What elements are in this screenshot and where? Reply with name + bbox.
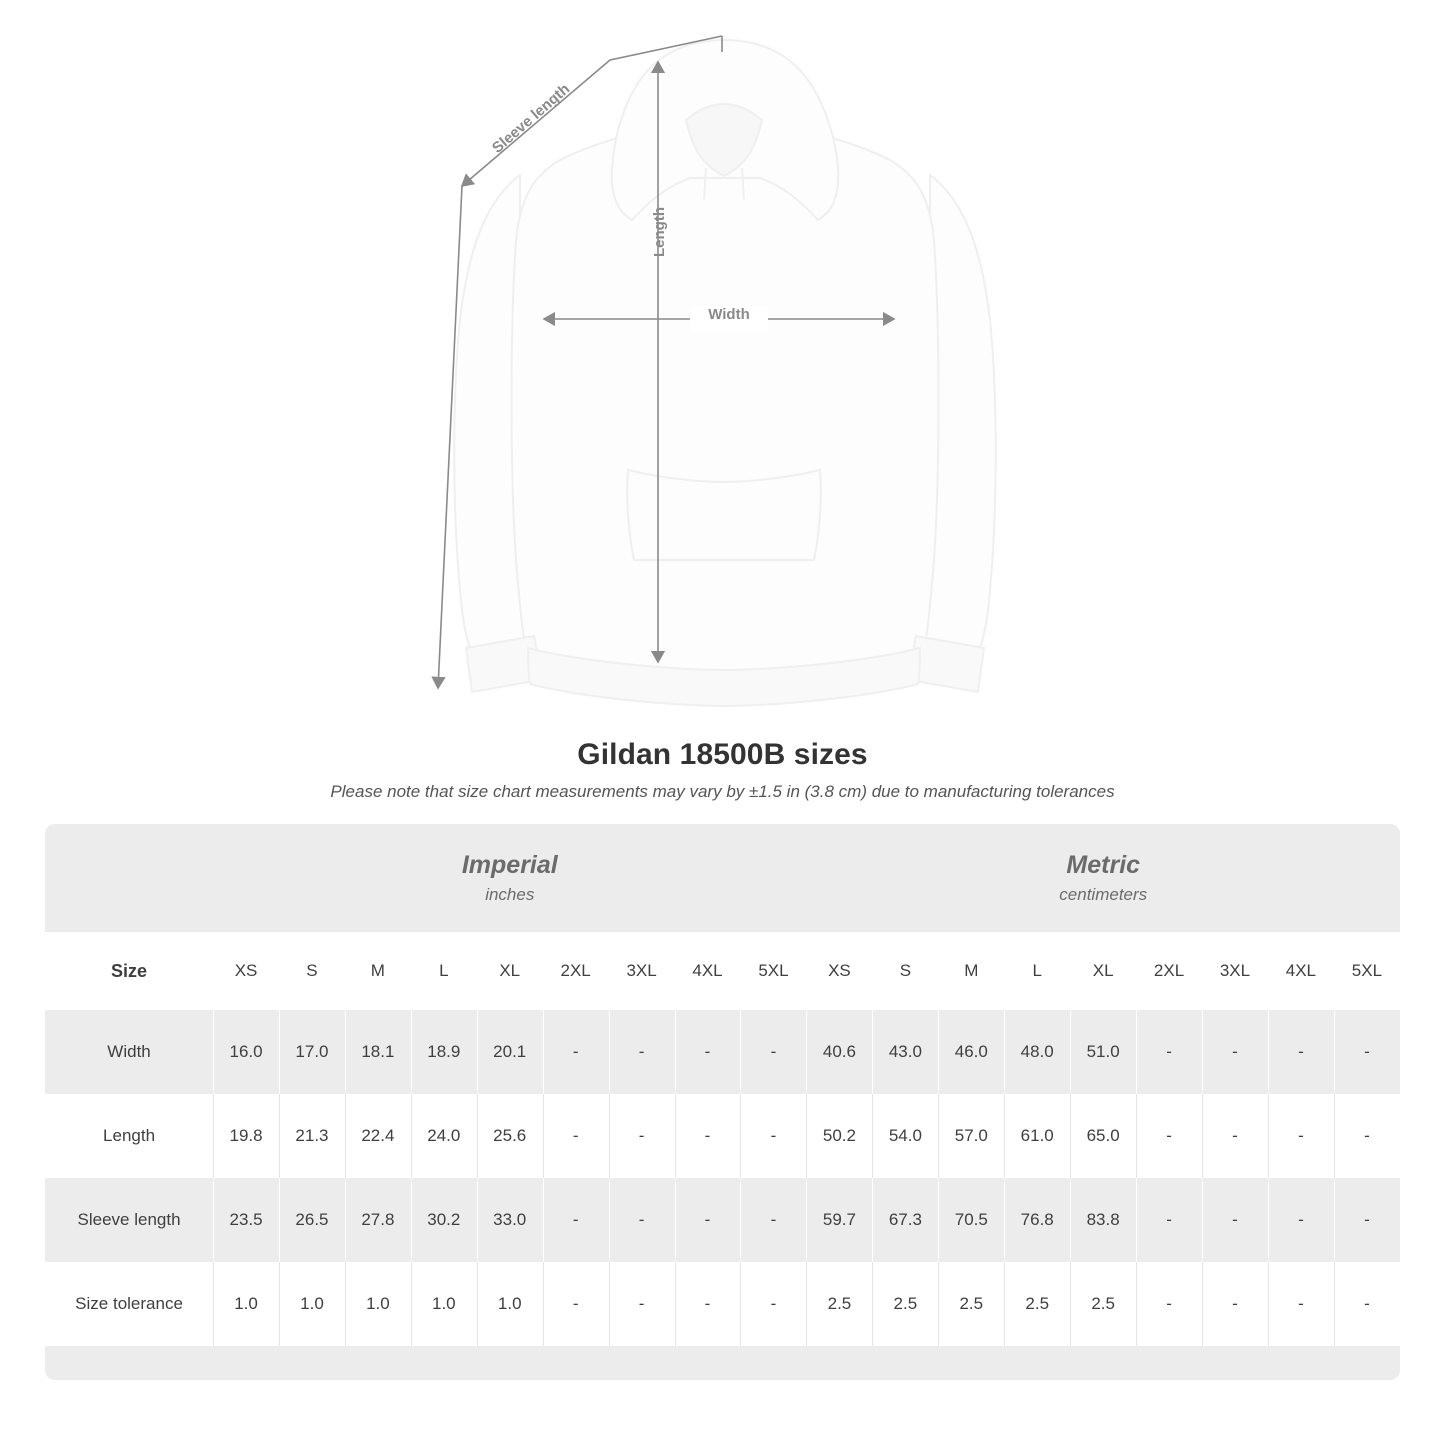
cell-length-14: -	[1136, 1094, 1202, 1178]
cell-sleeve-16: -	[1268, 1178, 1334, 1262]
size-table	[45, 824, 1400, 1380]
cell-length-16: -	[1268, 1094, 1334, 1178]
cell-tolerance-15: -	[1202, 1262, 1268, 1346]
cell-width-7: -	[675, 1010, 741, 1094]
cell-length-11: 57.0	[938, 1094, 1004, 1178]
col-header-7: 4XL	[675, 932, 741, 1010]
cell-sleeve-0: 23.5	[213, 1178, 279, 1262]
cell-sleeve-5: -	[543, 1178, 609, 1262]
unit-metric-sub: centimeters	[1059, 885, 1148, 905]
cell-sleeve-13: 83.8	[1070, 1178, 1136, 1262]
cell-tolerance-13: 2.5	[1070, 1262, 1136, 1346]
cell-tolerance-17: -	[1334, 1262, 1400, 1346]
cell-sleeve-12: 76.8	[1004, 1178, 1070, 1262]
cell-length-4: 25.6	[477, 1094, 543, 1178]
cell-tolerance-9: 2.5	[806, 1262, 872, 1346]
col-header-11: M	[938, 932, 1004, 1010]
cell-width-0: 16.0	[213, 1010, 279, 1094]
unit-group-metric	[806, 824, 1400, 932]
col-header-17: 5XL	[1334, 932, 1400, 1010]
sleeve-length-label: Sleeve length	[488, 80, 574, 157]
cell-tolerance-3: 1.0	[411, 1262, 477, 1346]
cell-width-9: 40.6	[806, 1010, 872, 1094]
cell-length-9: 50.2	[806, 1094, 872, 1178]
cell-sleeve-9: 59.7	[806, 1178, 872, 1262]
col-header-3: L	[411, 932, 477, 1010]
cell-tolerance-8: -	[740, 1262, 806, 1346]
cell-tolerance-11: 2.5	[938, 1262, 1004, 1346]
col-header-14: 2XL	[1136, 932, 1202, 1010]
cell-sleeve-2: 27.8	[345, 1178, 411, 1262]
row-label-length: Length	[45, 1094, 213, 1178]
cell-tolerance-12: 2.5	[1004, 1262, 1070, 1346]
cell-length-7: -	[675, 1094, 741, 1178]
col-header-1: S	[279, 932, 345, 1010]
col-header-9: XS	[806, 932, 872, 1010]
cell-width-11: 46.0	[938, 1010, 1004, 1094]
row-label-sleeve-length: Sleeve length	[45, 1178, 213, 1262]
col-header-0: XS	[213, 932, 279, 1010]
cell-width-6: -	[609, 1010, 675, 1094]
cell-tolerance-10: 2.5	[872, 1262, 938, 1346]
cell-sleeve-11: 70.5	[938, 1178, 1004, 1262]
cell-sleeve-1: 26.5	[279, 1178, 345, 1262]
cell-length-10: 54.0	[872, 1094, 938, 1178]
table-row	[45, 1262, 1400, 1346]
cell-tolerance-6: -	[609, 1262, 675, 1346]
row-label-width: Width	[45, 1010, 213, 1094]
cell-width-3: 18.9	[411, 1010, 477, 1094]
col-header-16: 4XL	[1268, 932, 1334, 1010]
cell-length-1: 21.3	[279, 1094, 345, 1178]
cell-tolerance-7: -	[675, 1262, 741, 1346]
cell-sleeve-3: 30.2	[411, 1178, 477, 1262]
cell-sleeve-7: -	[675, 1178, 741, 1262]
col-header-10: S	[872, 932, 938, 1010]
cell-sleeve-15: -	[1202, 1178, 1268, 1262]
col-header-2: M	[345, 932, 411, 1010]
title-block	[0, 738, 1445, 802]
cell-sleeve-8: -	[740, 1178, 806, 1262]
cell-length-15: -	[1202, 1094, 1268, 1178]
cell-tolerance-1: 1.0	[279, 1262, 345, 1346]
cell-length-13: 65.0	[1070, 1094, 1136, 1178]
col-header-8: 5XL	[740, 932, 806, 1010]
length-label: Length	[651, 207, 668, 257]
cell-width-1: 17.0	[279, 1010, 345, 1094]
unit-header-row	[45, 824, 1400, 932]
cell-sleeve-14: -	[1136, 1178, 1202, 1262]
table-row	[45, 1010, 1400, 1094]
cell-tolerance-16: -	[1268, 1262, 1334, 1346]
col-header-6: 3XL	[609, 932, 675, 1010]
col-header-15: 3XL	[1202, 932, 1268, 1010]
cell-width-2: 18.1	[345, 1010, 411, 1094]
cell-length-5: -	[543, 1094, 609, 1178]
cell-length-6: -	[609, 1094, 675, 1178]
cell-length-12: 61.0	[1004, 1094, 1070, 1178]
cell-length-8: -	[740, 1094, 806, 1178]
footer-cell-right	[1334, 1346, 1400, 1380]
col-header-4: XL	[477, 932, 543, 1010]
cell-sleeve-4: 33.0	[477, 1178, 543, 1262]
footer-cell-mid	[213, 1346, 1334, 1380]
table-row	[45, 1094, 1400, 1178]
size-header-row	[45, 932, 1400, 1010]
unit-imperial-name: Imperial	[461, 850, 558, 879]
cell-sleeve-6: -	[609, 1178, 675, 1262]
cell-sleeve-10: 67.3	[872, 1178, 938, 1262]
cell-tolerance-4: 1.0	[477, 1262, 543, 1346]
width-label: Width	[708, 305, 750, 323]
cell-length-0: 19.8	[213, 1094, 279, 1178]
cell-width-13: 51.0	[1070, 1010, 1136, 1094]
unit-group-imperial	[213, 824, 806, 932]
hoodie-illustration	[0, 0, 1445, 720]
unit-corner-cell	[45, 824, 213, 932]
col-header-12: L	[1004, 932, 1070, 1010]
cell-length-2: 22.4	[345, 1094, 411, 1178]
cell-width-10: 43.0	[872, 1010, 938, 1094]
cell-width-15: -	[1202, 1010, 1268, 1094]
cell-width-5: -	[543, 1010, 609, 1094]
cell-width-17: -	[1334, 1010, 1400, 1094]
size-table-wrapper	[45, 824, 1400, 1380]
table-row	[45, 1178, 1400, 1262]
cell-tolerance-14: -	[1136, 1262, 1202, 1346]
col-header-13: XL	[1070, 932, 1136, 1010]
cell-width-8: -	[740, 1010, 806, 1094]
cell-width-14: -	[1136, 1010, 1202, 1094]
cell-sleeve-17: -	[1334, 1178, 1400, 1262]
cell-tolerance-2: 1.0	[345, 1262, 411, 1346]
cell-width-16: -	[1268, 1010, 1334, 1094]
cell-length-3: 24.0	[411, 1094, 477, 1178]
row-label-size-tolerance: Size tolerance	[45, 1262, 213, 1346]
tolerance-note: Please note that size chart measurements may vary by ±1.5 in (3.8 cm) due to manufacturing tolerances	[330, 782, 1115, 801]
footer-cell-left	[45, 1346, 213, 1380]
page-title: Gildan 18500B sizes	[577, 738, 868, 771]
row-header-label: Size	[45, 932, 213, 1010]
unit-metric-name: Metric	[1066, 850, 1141, 879]
table-footer-band	[45, 1346, 1400, 1380]
cell-width-4: 20.1	[477, 1010, 543, 1094]
cell-tolerance-0: 1.0	[213, 1262, 279, 1346]
col-header-5: 2XL	[543, 932, 609, 1010]
cell-width-12: 48.0	[1004, 1010, 1070, 1094]
cell-tolerance-5: -	[543, 1262, 609, 1346]
cell-length-17: -	[1334, 1094, 1400, 1178]
unit-imperial-sub: inches	[485, 885, 535, 905]
